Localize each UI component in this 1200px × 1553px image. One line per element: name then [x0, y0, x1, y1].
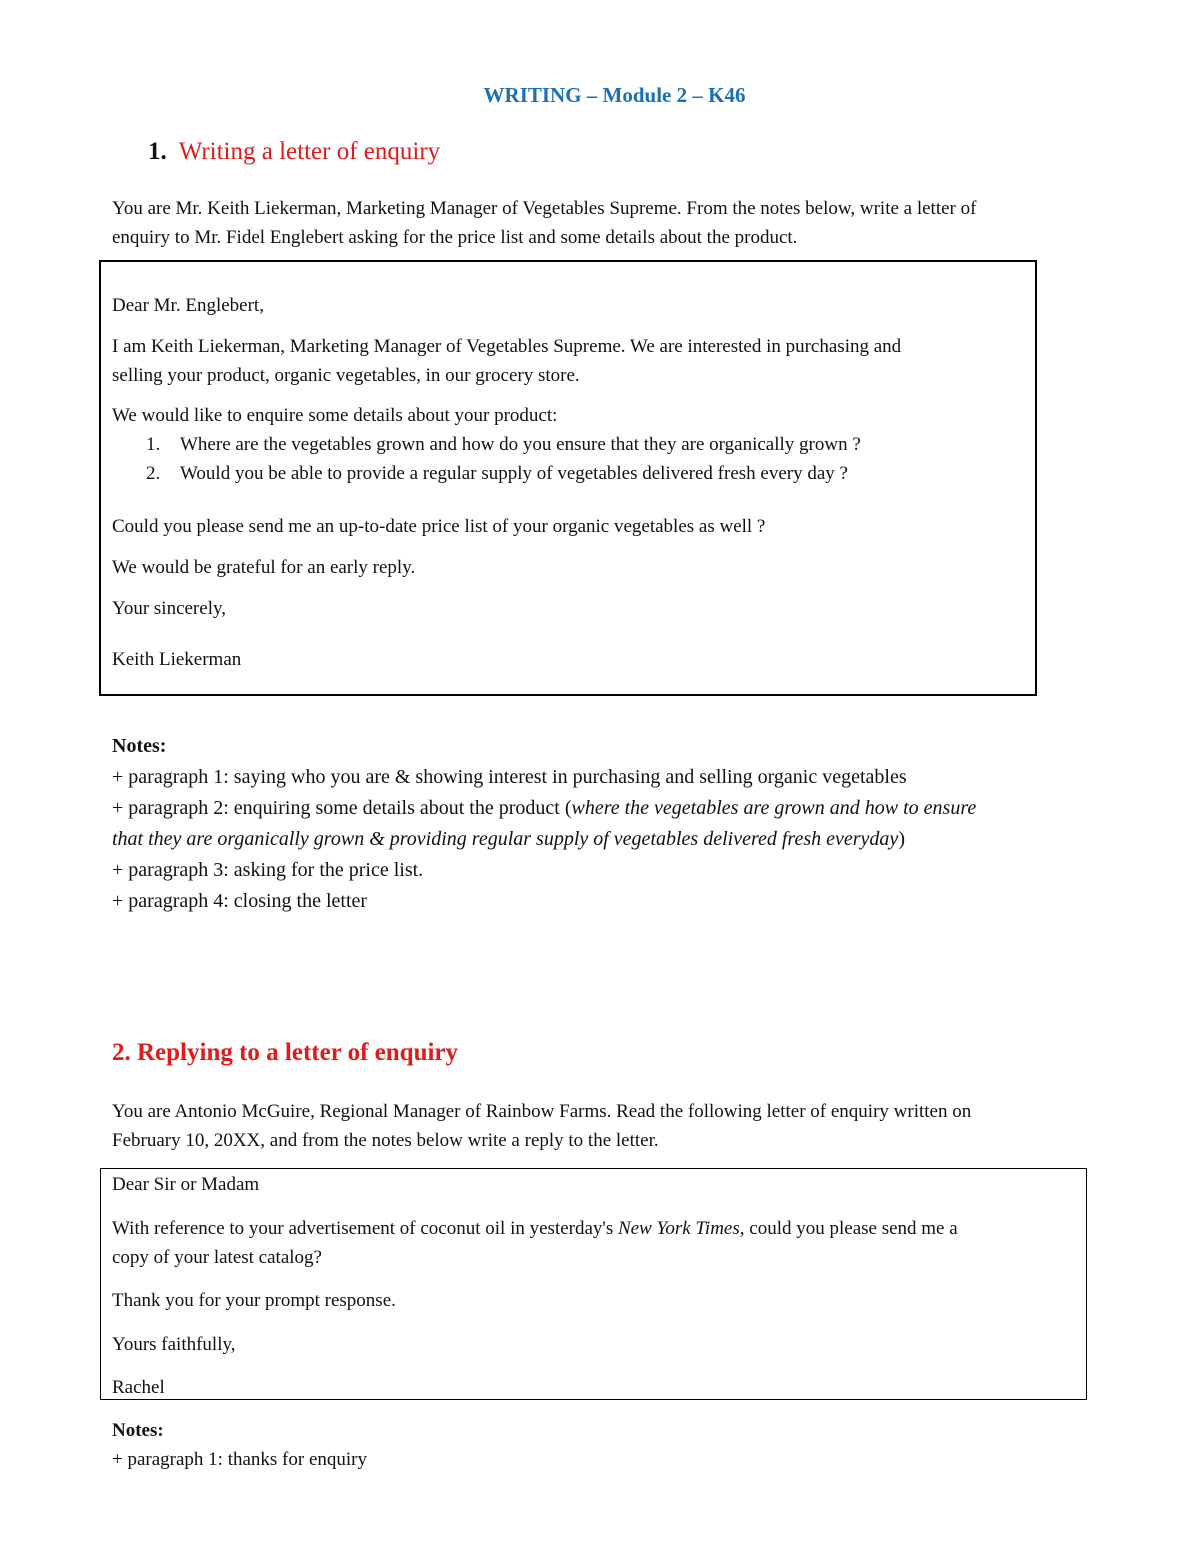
notes-section-1 — [112, 731, 976, 917]
letter-line: I am Keith Liekerman, Marketing Manager of Vegetables Supreme. We are interested in purchasing and — [112, 336, 902, 357]
letter-paragraph-1 — [112, 332, 901, 390]
list-item: 1. Where are the vegetables grown and how do you ensure that they are organically grown ? — [146, 434, 861, 455]
section-1-heading — [148, 138, 440, 166]
note-item: + paragraph 2: enquiring some details about the product (where the vegetables are grown and how to ensure — [112, 797, 977, 819]
section-1-intro — [112, 194, 976, 252]
letter-closing: Your sincerely, — [112, 598, 226, 619]
letter-2-signature: Rachel — [112, 1377, 165, 1398]
letter-2-paragraph-1 — [112, 1214, 958, 1272]
letter-paragraph-2: We would like to enquire some details about your product: — [112, 405, 558, 426]
list-item: 2. Would you be able to provide a regular supply of vegetables delivered fresh every day ? — [146, 463, 848, 484]
letter-list — [146, 430, 861, 488]
notes-heading: Notes: — [112, 1420, 164, 1441]
intro-line: February 10, 20XX, and from the notes below write a reply to the letter. — [112, 1130, 659, 1151]
letter-line: selling your product, organic vegetables, in our grocery store. — [112, 365, 580, 386]
note-item: that they are organically grown & providing regular supply of vegetables delivered fresh everyday) — [112, 828, 905, 850]
letter-2-closing: Yours faithfully, — [112, 1334, 236, 1355]
notes-section-2 — [112, 1416, 367, 1474]
letter-signature: Keith Liekerman — [112, 649, 242, 670]
section-1-title: Writing a letter of enquiry — [178, 138, 441, 165]
intro-line: enquiry to Mr. Fidel Englebert asking for the price list and some details about the product. — [112, 227, 798, 248]
letter-paragraph-4: We would be grateful for an early reply. — [112, 557, 416, 578]
note-item: + paragraph 1: thanks for enquiry — [112, 1449, 367, 1470]
note-item: + paragraph 4: closing the letter — [112, 890, 368, 912]
letter-line: With reference to your advertisement of coconut oil in yesterday's New York Times, could you please send me a — [112, 1218, 958, 1239]
intro-line: You are Antonio McGuire, Regional Manager of Rainbow Farms. Read the following letter of enquiry written on — [112, 1101, 972, 1122]
intro-line: You are Mr. Keith Liekerman, Marketing Manager of Vegetables Supreme. From the notes below, write a letter of — [112, 198, 977, 219]
note-item: + paragraph 3: asking for the price list. — [112, 859, 424, 881]
letter-2-salutation: Dear Sir or Madam — [112, 1174, 260, 1195]
letter-salutation: Dear Mr. Englebert, — [112, 295, 264, 316]
section-2-heading: 2. Replying to a letter of enquiry — [112, 1039, 459, 1066]
note-item: + paragraph 1: saying who you are & showing interest in purchasing and selling organic vegetables — [112, 766, 907, 788]
letter-box-received — [100, 1168, 1087, 1400]
notes-heading: Notes: — [112, 735, 167, 757]
letter-line: copy of your latest catalog? — [112, 1247, 322, 1268]
letter-paragraph-3: Could you please send me an up-to-date price list of your organic vegetables as well ? — [112, 516, 766, 537]
section-2-intro — [112, 1097, 971, 1155]
section-1-number: 1. — [148, 138, 167, 165]
page-title: WRITING – Module 2 – K46 — [483, 83, 746, 107]
letter-2-paragraph-2: Thank you for your prompt response. — [112, 1290, 396, 1311]
